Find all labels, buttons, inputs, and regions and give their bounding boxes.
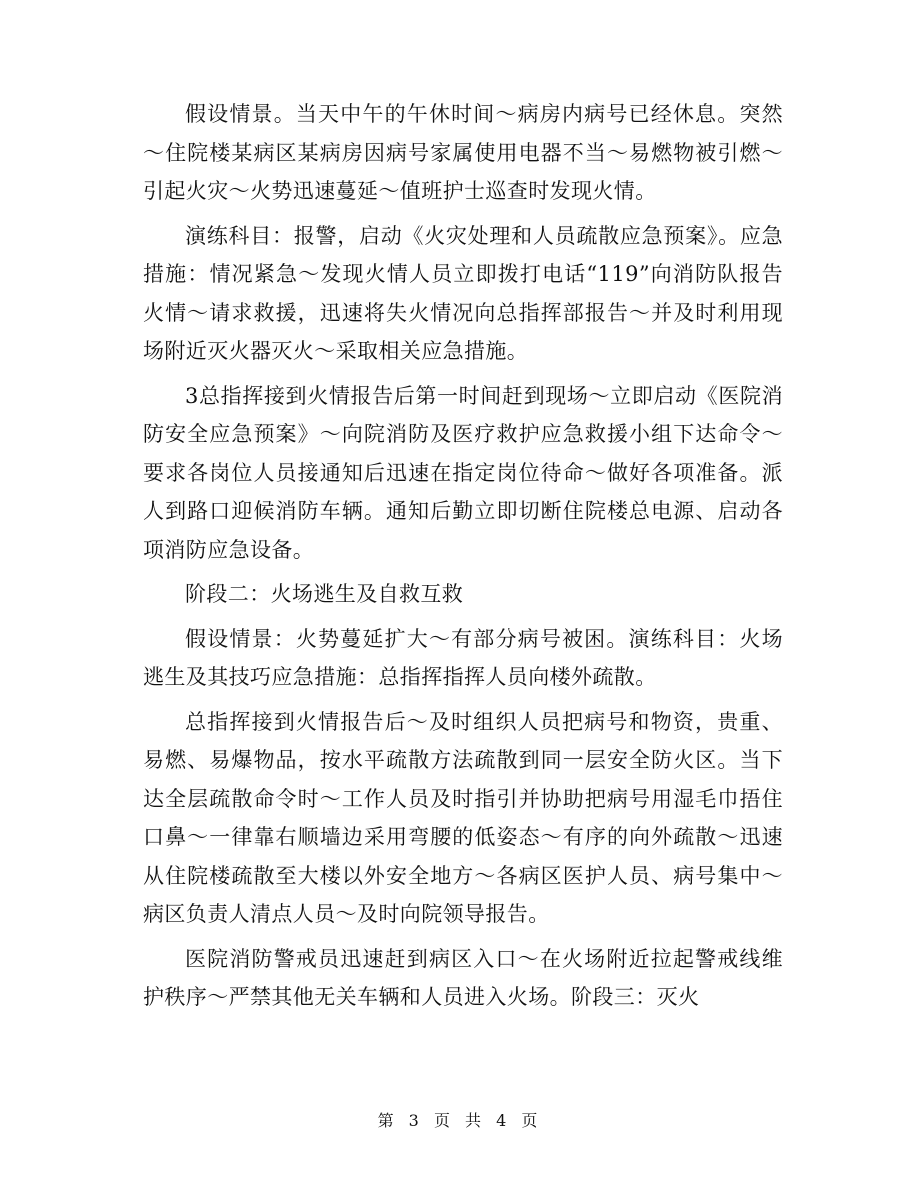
paragraph-drill-alarm: 演练科目：报警，启动《火灾处理和人员疏散应急预案》。应急措施：情况紧急～发现火情人员立即拨打电话“119”向消防队报告火情～请求救援，迅速将失火情况向总指挥部报告～并及时利用现场附近灭火器灭火～采取相关应急措施。 xyxy=(143,223,783,363)
paragraph-scenario: 假设情景。当天中午的午休时间～病房内病号已经休息。突然～住院楼某病区某病房因病号家属使用电器不当～易燃物被引燃～引起火灾～火势迅速蔓延～值班护士巡查时发现火情。 xyxy=(143,102,783,203)
document-body xyxy=(143,95,783,1023)
paragraph-commander-response: 3总指挥接到火情报告后第一时间赶到现场～立即启动《医院消防安全应急预案》～向院消防及医疗救护应急救援小组下达命令～要求各岗位人员接通知后迅速在指定岗位待命～做好各项准备。派人到路口迎候消防车辆。通知后勤立即切断住院楼总电源、启动各项消防应急设备。 xyxy=(143,383,783,562)
paragraph-stage-two-scenario: 假设情景：火势蔓延扩大～有部分病号被困。演练科目：火场逃生及其技巧应急措施：总指挥指挥人员向楼外疏散。 xyxy=(143,626,783,689)
section-heading-stage-two: 阶段二：火场逃生及自救互救 xyxy=(185,582,464,606)
paragraph-evacuation: 总指挥接到火情报告后～及时组织人员把病号和物资，贵重、易燃、易爆物品，按水平疏散方法疏散到同一层安全防火区。当下达全层疏散命令时～工作人员及时指引并协助把病号用湿毛巾捂住口鼻～一律靠右顺墙边采用弯腰的低姿态～有序的向外疏散～迅速从住院楼疏散至大楼以外安全地方～各病区医护人员、病号集中～病区负责人清点人员～及时向院领导报告。 xyxy=(143,709,783,926)
page-number-footer: 第 3 页 共 4 页 xyxy=(377,1111,543,1130)
paragraph-security-cordon: 医院消防警戒员迅速赶到病区入口～在火场附近拉起警戒线维护秩序～严禁其他无关车辆和人员进入火场。阶段三：灭火 xyxy=(143,946,783,1009)
